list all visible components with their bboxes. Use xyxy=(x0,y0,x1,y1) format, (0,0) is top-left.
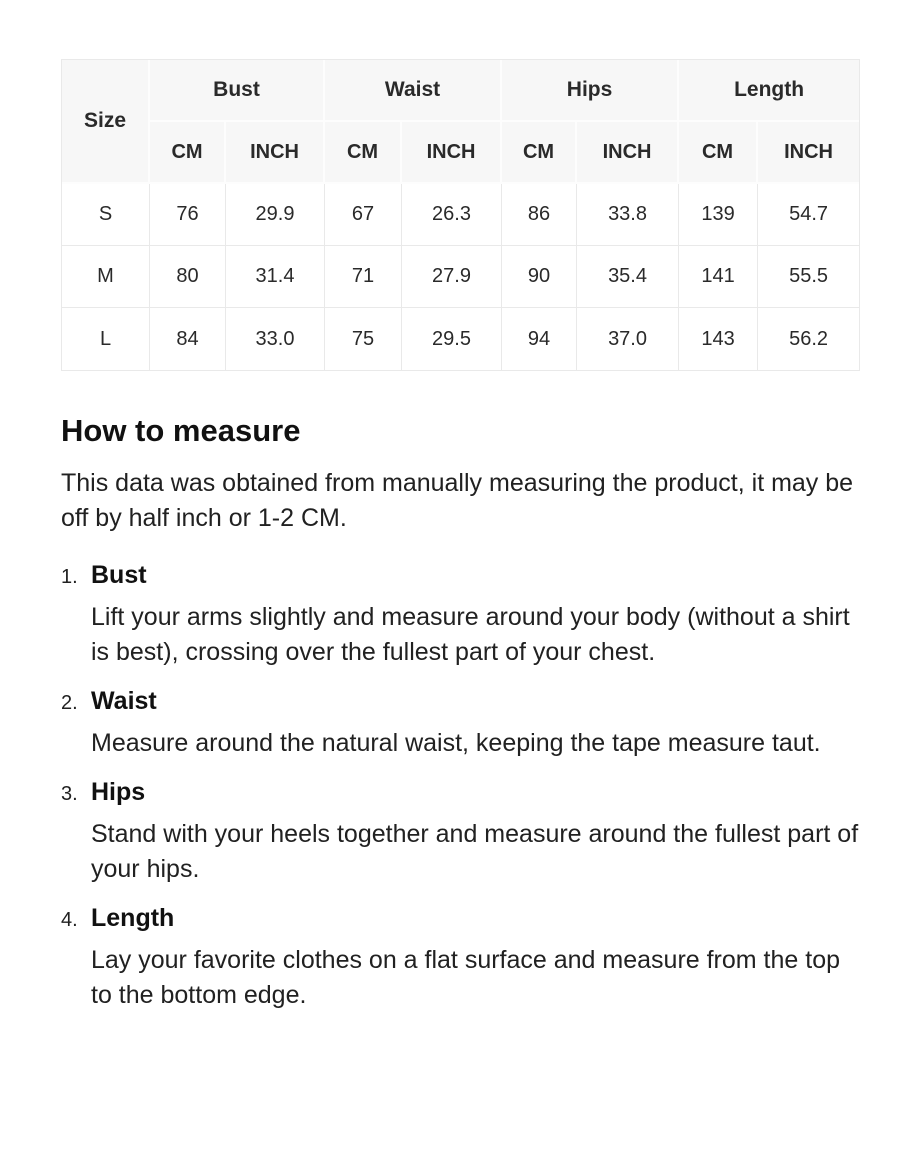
table-row-l xyxy=(62,308,859,370)
table-row-s xyxy=(62,184,859,246)
table-body xyxy=(62,184,859,370)
measurement-cell: 141 xyxy=(679,246,758,308)
table-row-m xyxy=(62,246,859,308)
table-subheader-inch: INCH xyxy=(402,122,502,184)
measurement-cell: 71 xyxy=(325,246,402,308)
item-number: 2. xyxy=(61,692,78,714)
table-header-row-groups xyxy=(62,60,859,122)
measurement-cell: 94 xyxy=(502,308,577,370)
table-subheader-cm: CM xyxy=(679,122,758,184)
measurement-cell: 143 xyxy=(679,308,758,370)
measurement-cell: 139 xyxy=(679,184,758,246)
table-subheader-cm: CM xyxy=(150,122,226,184)
measurement-cell: 67 xyxy=(325,184,402,246)
measurement-cell: 54.7 xyxy=(758,184,859,246)
size-cell: M xyxy=(62,246,150,308)
item-description: Measure around the natural waist, keeping the tape measure taut. xyxy=(91,729,821,757)
item-title: Length xyxy=(91,904,175,932)
table-header-group-hips: Hips xyxy=(502,60,679,122)
table-header-row-units xyxy=(62,122,859,184)
measurement-cell: 27.9 xyxy=(402,246,502,308)
measure-item-length xyxy=(61,903,860,1013)
measurement-cell: 84 xyxy=(150,308,226,370)
measure-instruction-list xyxy=(61,560,860,1013)
how-to-measure-heading: How to measure xyxy=(61,413,301,448)
item-description: Lift your arms slightly and measure around your body (without a shirt is best), crossing over the fullest part of your chest. xyxy=(91,603,850,666)
table-header-size: Size xyxy=(62,60,150,184)
measurement-cell: 56.2 xyxy=(758,308,859,370)
item-title: Bust xyxy=(91,561,147,589)
measurement-cell: 26.3 xyxy=(402,184,502,246)
table-header-group-length: Length xyxy=(679,60,859,122)
size-cell: S xyxy=(62,184,150,246)
measurement-cell: 29.5 xyxy=(402,308,502,370)
measurement-cell: 76 xyxy=(150,184,226,246)
table-subheader-inch: INCH xyxy=(577,122,679,184)
measurement-cell: 55.5 xyxy=(758,246,859,308)
table-subheader-inch: INCH xyxy=(226,122,325,184)
measurement-cell: 80 xyxy=(150,246,226,308)
table-subheader-cm: CM xyxy=(502,122,577,184)
table-subheader-cm: CM xyxy=(325,122,402,184)
table-header xyxy=(62,60,859,184)
size-chart-table xyxy=(61,59,860,371)
measurement-cell: 33.8 xyxy=(577,184,679,246)
table-subheader-inch: INCH xyxy=(758,122,859,184)
table-header-group-waist: Waist xyxy=(325,60,502,122)
measure-item-bust xyxy=(61,560,860,670)
item-description: Lay your favorite clothes on a flat surface and measure from the top to the bottom edge. xyxy=(91,946,841,1009)
measure-intro-text: This data was obtained from manually measuring the product, it may be off by half inch or 1-2 CM. xyxy=(61,469,854,532)
item-title: Waist xyxy=(91,687,157,715)
table-header-group-bust: Bust xyxy=(150,60,325,122)
item-number: 1. xyxy=(61,566,78,588)
item-number: 3. xyxy=(61,783,78,805)
measurement-cell: 90 xyxy=(502,246,577,308)
measurement-cell: 75 xyxy=(325,308,402,370)
measure-item-hips xyxy=(61,777,860,887)
item-title: Hips xyxy=(91,778,146,806)
measurement-cell: 86 xyxy=(502,184,577,246)
measurement-cell: 31.4 xyxy=(226,246,325,308)
item-description: Stand with your heels together and measure around the fullest part of your hips. xyxy=(91,820,859,883)
measure-item-waist xyxy=(61,686,860,761)
measurement-cell: 29.9 xyxy=(226,184,325,246)
measurement-cell: 33.0 xyxy=(226,308,325,370)
measurement-cell: 35.4 xyxy=(577,246,679,308)
item-number: 4. xyxy=(61,909,78,931)
measurement-cell: 37.0 xyxy=(577,308,679,370)
size-cell: L xyxy=(62,308,150,370)
